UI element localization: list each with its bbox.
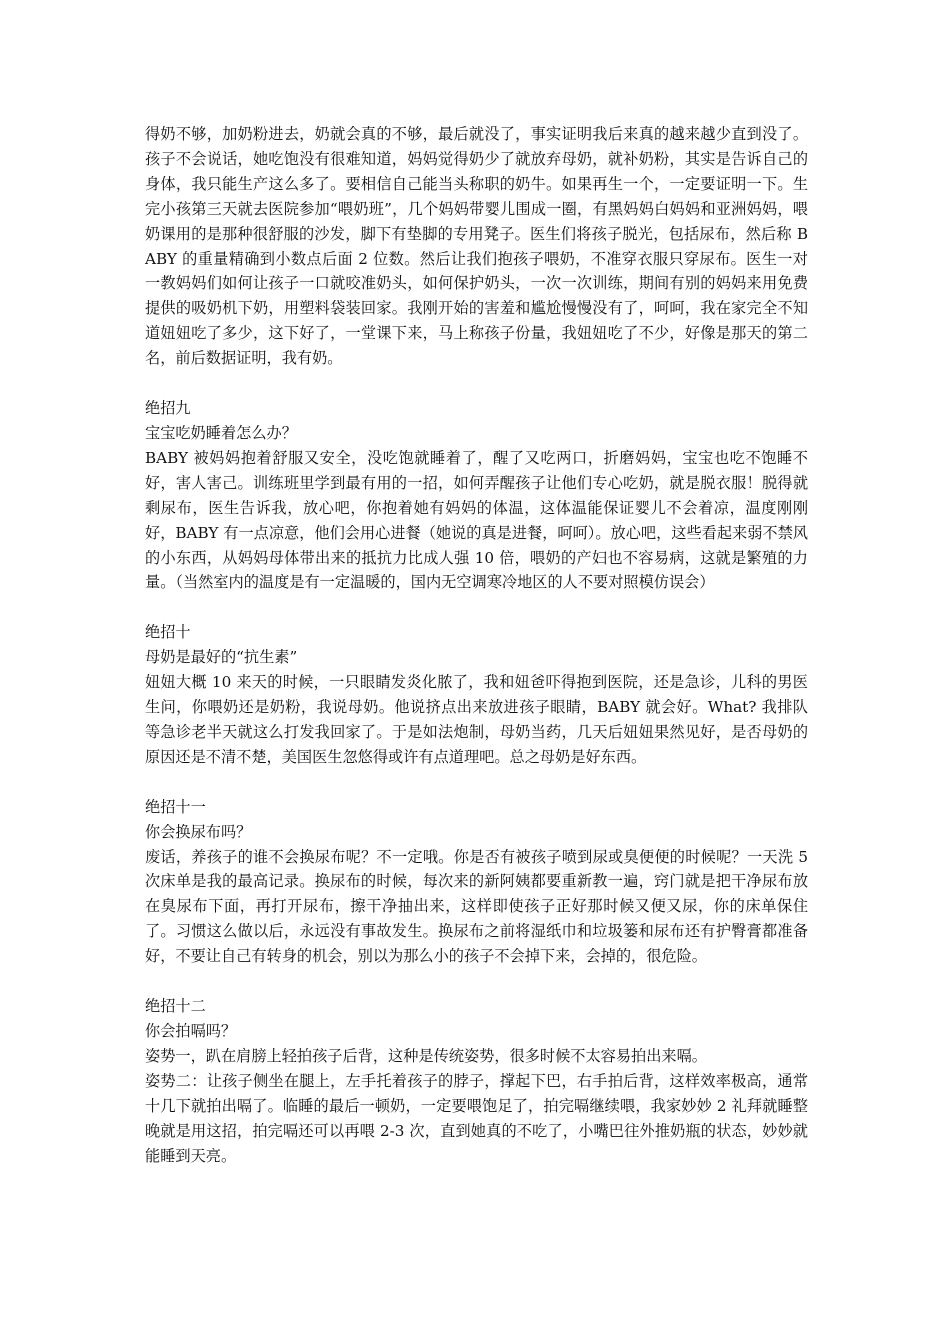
section-trick-12: [145, 994, 808, 1168]
section-heading: 绝招九: [145, 399, 191, 418]
section-subheading: 你会换尿布吗？: [145, 822, 252, 841]
section-paragraph: 姿势一，趴在肩膀上轻拍孩子后背，这种是传统姿势，很多时候不太容易拍出来嗝。: [145, 1046, 707, 1065]
section-paragraph: 姿势二：让孩子侧坐在腿上，左手托着孩子的脖子，撑起下巴，右手拍后背，这样效率极高，通常十几下就拍出嗝了。临睡的最后一顿奶，一定要喂饱足了，拍完嗝继续喂，我家妙妙 2 礼拜就睡整晚就是用这招，拍完嗝还可以再喂 2-3 次，直到她真的不吃了，小嘴巴往外推奶瓶的状态，妙妙就能睡到天亮。: [145, 1071, 808, 1165]
section-trick-9: [145, 396, 808, 595]
section-paragraph: BABY 被妈妈抱着舒服又安全，没吃饱就睡着了，醒了又吃两口，折磨妈妈，宝宝也吃不饱睡不好，害人害己。训练班里学到最有用的一招，如何弄醒孩子让他们专心吃奶，就是脱衣服！脱得就剩尿布，医生告诉我，放心吧，你抱着她有妈妈的体温，这体温能保证婴儿不会着凉，温度刚刚好，BABY 有一点凉意，他们会用心进餐（她说的真是进餐，呵呵）。放心吧，这些看起来弱不禁风的小东西，从妈妈母体带出来的抵抗力比成人强 10 倍，喂奶的产妇也不容易病，这就是繁殖的力量。（当然室内的温度是有一定温暖的，国内无空调寒冷地区的人不要对照模仿误会）: [145, 448, 808, 592]
section-paragraph: 废话，养孩子的谁不会换尿布呢？不一定哦。你是否有被孩子喷到尿或臭便便的时候呢？一天洗 5 次床单是我的最高记录。换尿布的时候，每次来的新阿姨都要重新教一遍，窍门就是把干净尿布放在臭尿布下面，再打开尿布，擦干净抽出来，这样即使孩子正好那时候又便又尿，你的床单保住了。习惯这么做以后，永远没有事故发生。换尿布之前将湿纸巾和垃圾篓和尿布还有护臀膏都准备好，不要让自己有转身的机会，别以为那么小的孩子不会掉下来，会掉的，很危险。: [145, 847, 808, 966]
intro-paragraph: 得奶不够，加奶粉进去，奶就会真的不够，最后就没了，事实证明我后来真的越来越少直到没了。孩子不会说话，她吃饱没有很难知道，妈妈觉得奶少了就放弃母奶，就补奶粉，其实是告诉自己的身体，我只能生产这么多了。要相信自己能当头称职的奶牛。如果再生一个，一定要证明一下。生完小孩第三天就去医院参加“喂奶班”，几个妈妈带婴儿围成一圈，有黑妈妈白妈妈和亚洲妈妈，喂奶课用的是那种很舒服的沙发，脚下有垫脚的专用凳子。医生们将孩子脱光，包括尿布，然后称 BABY 的重量精确到小数点后面 2 位数。然后让我们抱孩子喂奶，不准穿衣服只穿尿布。医生一对一教妈妈们如何让孩子一口就咬准奶头，如何保护奶头，一次一次训练，期间有别的妈妈来用免费提供的吸奶机下奶，用塑料袋装回家。我刚开始的害羞和尴尬慢慢没有了，呵呵，我在家完全不知道妞妞吃了多少，这下好了，一堂课下来，马上称孩子份量，我妞妞吃了不少，好像是那天的第二名，前后数据证明，我有奶。: [145, 125, 808, 368]
section-heading: 绝招十一: [145, 797, 206, 816]
section-paragraph: 妞妞大概 10 来天的时候，一只眼睛发炎化脓了，我和妞爸吓得抱到医院，还是急诊，儿科的男医生问，你喂奶还是奶粉，我说母奶。他说挤点出来放进孩子眼睛，BABY 就会好。What? 我排队等急诊老半天就这么打发我回家了。于是如法炮制，母奶当药，几天后妞妞果然见好，是否母奶的原因还是不清不楚，美国医生忽悠得或许有点道理吧。总之母奶是好东西。: [145, 673, 808, 766]
section-trick-11: [145, 795, 808, 969]
section-subheading: 宝宝吃奶睡着怎么办？: [145, 423, 297, 442]
section-trick-10: [145, 620, 808, 769]
section-heading: 绝招十: [145, 623, 191, 642]
document-body: [145, 122, 808, 1168]
section-subheading: 你会拍嗝吗？: [145, 1022, 237, 1040]
section-subheading: 母奶是最好的“抗生素”: [145, 648, 298, 667]
section-heading: 绝招十二: [145, 997, 206, 1016]
